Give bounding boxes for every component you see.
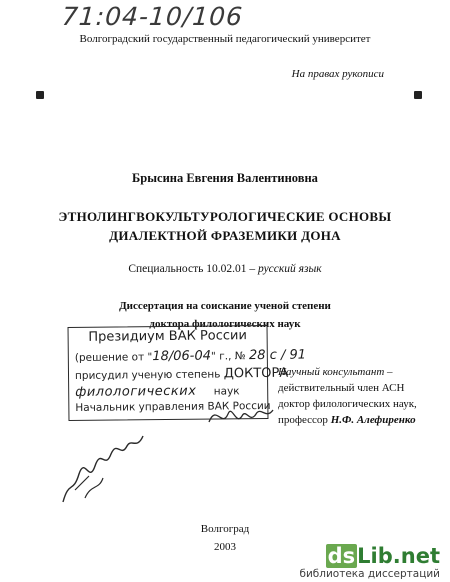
stamp-science-value: филологических bbox=[75, 383, 197, 400]
watermark-logo bbox=[326, 544, 440, 568]
specialty-label: Специальность 10.02.01 – bbox=[128, 263, 258, 275]
degree-line-2: доктора филологических наук bbox=[149, 318, 301, 330]
year: 2003 bbox=[214, 541, 236, 553]
consultant-line-3: доктор филологических наук, bbox=[278, 398, 417, 410]
watermark-subtitle: библиотека диссертаций bbox=[299, 568, 440, 580]
stamp-title: Президиум ВАК России bbox=[88, 328, 248, 345]
stamp-award bbox=[75, 366, 288, 383]
stamp-decision-prefix: (решение от " bbox=[74, 351, 153, 364]
degree-line-1: Диссертация на соискание ученой степени bbox=[119, 300, 331, 312]
consultant-title: профессор bbox=[278, 414, 331, 426]
archive-number: 71:04-10/106 bbox=[60, 2, 245, 31]
city: Волгоград bbox=[200, 523, 250, 535]
stamp-signature bbox=[206, 398, 276, 432]
stamp-decision-number: 28 с / 91 bbox=[248, 347, 307, 364]
scan-mark bbox=[414, 91, 422, 99]
specialty-value: русский язык bbox=[257, 263, 322, 275]
stamp-decision-mid: " г., № bbox=[210, 350, 246, 363]
title-line-1: ЭТНОЛИНГВОКУЛЬТУРОЛОГИЧЕСКИЕ ОСНОВЫ bbox=[58, 209, 392, 224]
stamp-head-label: Начальник управления ВАК России bbox=[75, 399, 271, 414]
stamp-decision-date: 18/06-04 bbox=[152, 348, 212, 365]
stamp-award-prefix: присудил ученую степень bbox=[74, 368, 221, 382]
consultant-label: Научный консультант – bbox=[278, 366, 393, 378]
watermark-logo-text: Lib.net bbox=[357, 544, 440, 568]
consultant-line-4 bbox=[278, 414, 416, 426]
university-name: Волгоградский государственный педагогический университет bbox=[79, 33, 371, 45]
consultant-line-2: действительный член АСН bbox=[278, 382, 405, 394]
rights-note: На правах рукописи bbox=[291, 68, 384, 80]
specialty bbox=[0, 263, 450, 275]
scan-mark bbox=[36, 91, 44, 99]
stamp-science-suffix: наук bbox=[213, 385, 240, 398]
watermark-logo-mark: ds bbox=[327, 544, 356, 568]
consultant-name: Н.Ф. Алефиренко bbox=[330, 414, 416, 426]
author-name: Брысина Евгения Валентиновна bbox=[132, 171, 318, 185]
title-line-2: ДИАЛЕКТНОЙ ФРАЗЕМИКИ ДОНА bbox=[109, 228, 341, 243]
stamp-decision bbox=[75, 348, 306, 365]
handwritten-signature bbox=[55, 428, 155, 508]
stamp-award-value: ДОКТОРА bbox=[223, 365, 289, 382]
